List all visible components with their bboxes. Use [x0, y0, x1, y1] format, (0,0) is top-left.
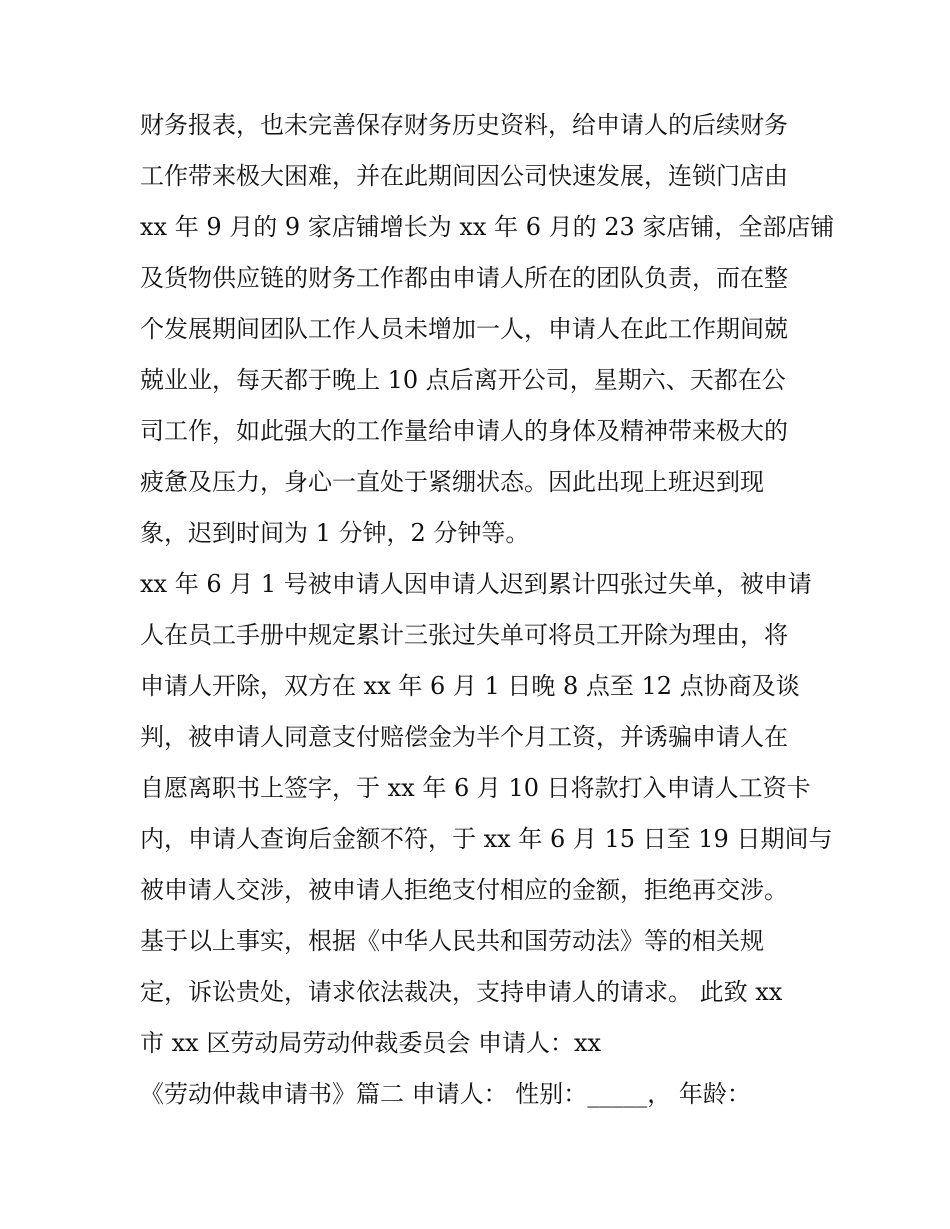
- text-line-19: 市 xx 区劳动局劳动仲裁委员会 申请人：xx: [140, 1029, 602, 1057]
- text-line-13: 判，被申请人同意支付赔偿金为半个月工资，并诱骗申请人在: [140, 723, 788, 751]
- text-line-12: 申请人开除，双方在 xx 年 6 月 1 日晚 8 点至 12 点协商及谈: [140, 672, 800, 700]
- text-line-15: 内，申请人查询后金额不符，于 xx 年 6 月 15 日至 19 日期间与: [140, 825, 833, 853]
- document-body: [140, 100, 840, 1120]
- text-line-11: 人在员工手册中规定累计三张过失单可将员工开除为理由，将: [140, 621, 788, 649]
- text-line-4: 及货物供应链的财务工作都由申请人所在的团队负责，而在整: [140, 264, 788, 292]
- text-line-7: 司工作，如此强大的工作量给申请人的身体及精神带来极大的: [140, 417, 788, 445]
- text-line-5: 个发展期间团队工作人员未增加一人，申请人在此工作期间兢: [140, 315, 788, 343]
- text-line-2: 工作带来极大困难，并在此期间因公司快速发展，连锁门店由: [140, 162, 788, 190]
- text-line-14: 自愿离职书上签字，于 xx 年 6 月 10 日将款打入申请人工资卡: [140, 774, 811, 802]
- text-line-3: xx 年 9 月的 9 家店铺增长为 xx 年 6 月的 23 家店铺，全部店铺: [140, 213, 835, 241]
- text-line-6: 兢业业，每天都于晚上 10 点后离开公司，星期六、天都在公: [140, 366, 786, 394]
- text-line-8: 疲惫及压力，身心一直处于紧绷状态。因此出现上班迟到现: [140, 468, 764, 496]
- text-line-10: xx 年 6 月 1 号被申请人因申请人迟到累计四张过失单，被申请: [140, 570, 812, 598]
- text-line-16: 被申请人交涉，被申请人拒绝支付相应的金额，拒绝再交涉。: [140, 876, 788, 904]
- text-line-1: 财务报表，也未完善保存财务历史资料，给申请人的后续财务: [140, 111, 788, 139]
- text-line-9: 象，迟到时间为 1 分钟，2 分钟等。: [140, 519, 530, 547]
- text-line-18: 定，诉讼贵处，请求依法裁决，支持申请人的请求。 此致 xx: [140, 978, 783, 1006]
- text-line-20: 《劳动仲裁申请书》篇二 申请人： 性别：_____， 年龄：: [140, 1080, 751, 1108]
- text-line-17: 基于以上事实，根据《中华人民共和国劳动法》等的相关规: [140, 927, 764, 955]
